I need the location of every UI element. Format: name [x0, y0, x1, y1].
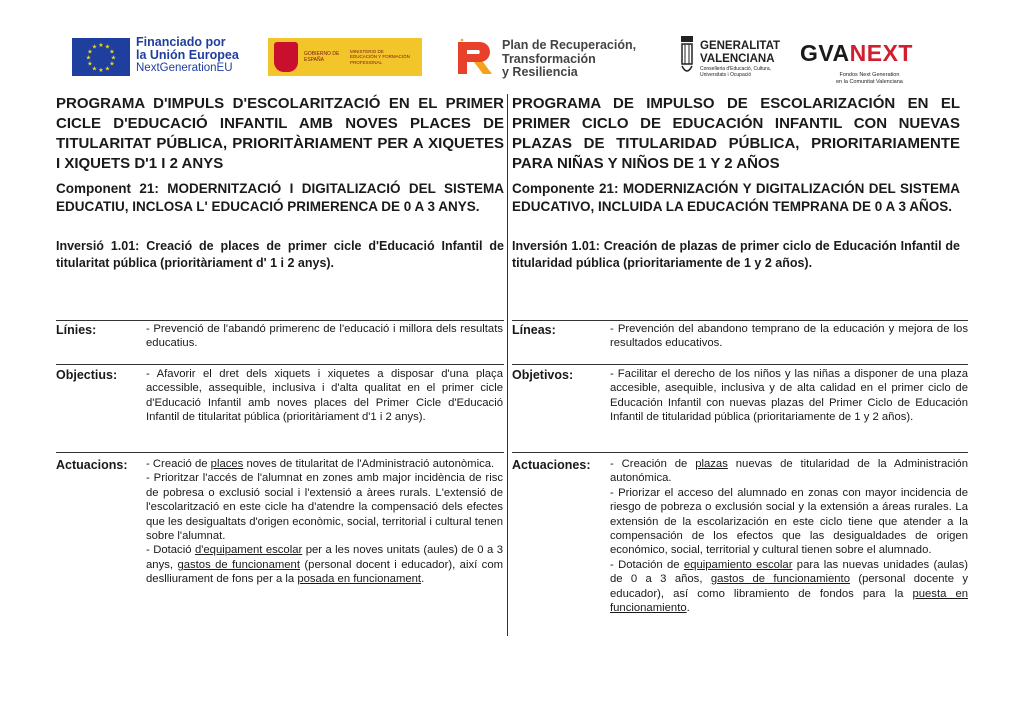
svg-text:★: ★ [109, 60, 115, 68]
right-action-3-u1: equipamiento escolar [683, 558, 793, 571]
prr-logo-icon [456, 38, 494, 78]
right-action-3-u3: puesta en funcionamiento [610, 587, 969, 615]
right-action-1-post: nuevas de titularidad de la Administración autonómica. [610, 458, 968, 485]
separator-actions-left [56, 452, 504, 453]
separator-actions-right [512, 452, 968, 453]
svg-text:★: ★ [91, 43, 98, 51]
left-lines-text: - Prevenció de l'abandó primerenc de l'educació i millora dels resultats educatius. [146, 323, 503, 350]
left-action-1-link: places [210, 458, 244, 470]
separator-objectives-right [512, 364, 968, 365]
gvanext-logo-b: NEXT [849, 40, 913, 66]
right-action-1-pre: - Creación de [610, 458, 696, 470]
right-action-3-mid2: (personal docente y educador), así como libramiento de fondos para la [610, 573, 968, 600]
right-action-3-post: . [686, 602, 690, 615]
right-lines-label: Líneas: [512, 323, 556, 337]
right-objectives-label: Objetivos: [512, 368, 574, 382]
svg-text:★: ★ [104, 43, 111, 51]
left-actions-text [146, 457, 503, 587]
svg-text:★: ★ [87, 60, 93, 68]
right-action-3 [610, 558, 968, 616]
svg-text:★: ★ [98, 42, 104, 49]
left-actions-label: Actuacions: [56, 458, 128, 472]
left-action-3 [146, 543, 503, 586]
right-action-3-mid1: para las nuevas unidades (aulas) de 0 a 3 años, [610, 558, 968, 586]
ministerio-label: MINISTERIO DE EDUCACIÓN Y FORMACIÓN PROFESIONAL [350, 48, 410, 65]
right-title: PROGRAMA DE IMPULSO DE ESCOLARIZACIÓN EN EL PRIMER CICLO DE EDUCACIÓN INFANTIL CON NUEVAS PLAZAS DE TITULARIDAD PÚBLICA, PRIORITARIAMENTE PARA NIÑAS Y NIÑOS DE 1 Y 2 AÑOS [512, 95, 960, 172]
left-action-3-pre: - Dotació [146, 544, 195, 557]
right-action-1-link: plazas [695, 458, 728, 470]
gobierno-espana-logo [268, 38, 422, 76]
svg-text:★: ★ [87, 48, 93, 56]
left-lines-label: Línies: [56, 323, 97, 337]
prr-line-1: Plan de Recuperación, [502, 38, 637, 52]
left-action-1-pre: - Creació de [146, 458, 211, 470]
eu-line-2: la Unión Europea [136, 48, 239, 62]
left-objectives-text: - Afavorir el dret dels xiquets i xiquetes a disposar d'una plaça accessible, assequible, inclusiva i d'alta qualitat en el primer cicle d'Educació Infantil amb noves places del Primer Cicle d'Educació Infantil de titularitat pública (prioritàriament d'1 i 2 anys). [146, 368, 503, 424]
svg-text:★: ★ [85, 54, 92, 62]
right-action-1 [610, 457, 968, 486]
prr-text [502, 39, 636, 80]
separator-objectives-left [56, 364, 504, 365]
logo-bar [0, 28, 1024, 88]
generalitat-text [700, 40, 780, 65]
right-component: Componente 21: MODERNIZACIÓN Y DIGITALIZACIÓN DEL SISTEMA EDUCATIVO, INCLUIDA LA EDUCACIÓN TEMPRANA DE 0 A 3 AÑOS. [512, 181, 960, 214]
svg-text:★: ★ [98, 67, 104, 74]
left-action-1-post: noves de titularitat de l'Administració autonòmica. [243, 458, 495, 470]
conselleria-label: Conselleria d'Educació, Cultura, Universitats i Ocupació [700, 66, 771, 78]
gvanext-logo-a: GVA [800, 40, 850, 66]
gv-line-1: GENERALITAT [700, 40, 781, 52]
right-lines-text: - Prevención del abandono temprano de la educación y mejora de los resultados educativos. [610, 323, 968, 350]
eu-funding-text [136, 36, 239, 75]
gvanext-logo [800, 40, 913, 67]
right-objectives-text: - Facilitar el derecho de los niños y las niñas a disponer de una plaza accesible, asequible, inclusiva y de alta calidad en el primer ciclo de Educación Infantil con nuevas plazas del Primer Ciclo de Educación Infantil de titularidad pública (prioritariamente de 1 y 2 años). [610, 368, 968, 424]
left-action-3-u2: gastos de funcionament [177, 558, 300, 571]
right-actions-label: Actuaciones: [512, 458, 591, 472]
left-action-2: - Prioritzar l'accés de l'alumnat en zones amb major incidència de risc de pobresa o exclusió social i l'extensió a àrees rurals. L'extensió de l'escolarització en este cicle ha d'atendre la compensació dels efectes que les desigualtats d'origen econòmic, social, territorial i cultural tenen sobre l'alumnat. [146, 472, 503, 543]
eu-flag-logo [72, 38, 130, 76]
left-column-valencian [56, 94, 504, 272]
svg-text:★: ★ [104, 65, 111, 73]
left-component: Component 21: MODERNITZACIÓ I DIGITALIZACIÓ DEL SISTEMA EDUCATIU, INCLOSA L' EDUCACIÓ PRIMERENCA DE 0 A 3 ANYS. [56, 181, 504, 214]
left-investment: Inversió 1.01: Creació de places de primer cicle d'Educació Infantil de titularitat pública (prioritàriament d' 1 i 2 anys). [56, 239, 504, 270]
left-action-3-mid2: (personal docent i educador), així com deslliurament de fons per a la [146, 558, 504, 586]
left-action-3-u1: d'equipament escolar [194, 544, 303, 557]
generalitat-emblem-icon [678, 34, 696, 78]
coat-of-arms-icon [274, 42, 298, 72]
prr-line-2: Transformación [502, 51, 596, 66]
right-actions-text [610, 457, 968, 615]
left-action-3-mid1: per a les noves unitats (aules) de 0 a 3 anys, [146, 544, 503, 571]
left-objectives-label: Objectius: [56, 368, 118, 382]
svg-text:★: ★ [91, 65, 98, 73]
svg-text:★: ★ [110, 54, 117, 62]
right-action-3-pre: - Dotación de [610, 558, 684, 571]
gobierno-label: GOBIERNO DE ESPAÑA [304, 51, 340, 63]
prr-line-3: y Resiliencia [502, 65, 578, 79]
svg-text:★: ★ [109, 48, 115, 56]
eu-line-3: NextGenerationEU [136, 62, 233, 74]
eu-line-1: Financiado por [136, 35, 226, 49]
right-investment: Inversión 1.01: Creación de plazas de primer ciclo de Educación Infantil de titularidad pública (prioritariamente de 1 y 2 años). [512, 239, 960, 270]
gvanext-sub-2: en la Comunitat Valenciana [836, 78, 903, 85]
right-action-3-u2: gastos de funcionamiento [710, 573, 850, 586]
separator-lines-left [56, 320, 504, 321]
gvanext-subtitle [836, 72, 903, 85]
gv-line-2: VALENCIANA [700, 52, 775, 65]
left-title: PROGRAMA D'IMPULS D'ESCOLARITZACIÓ EN EL PRIMER CICLE D'EDUCACIÓ INFANTIL AMB NOVES PLACES DE TITULARITAT PÚBLICA, PRIORITÀRIAMENT PER A XIQUETES I XIQUETS D'1 I 2 ANYS [56, 95, 504, 172]
column-divider [507, 94, 508, 636]
right-column-spanish [512, 94, 960, 272]
left-action-3-u3: posada en funcionament [297, 573, 422, 586]
separator-lines-right [512, 320, 968, 321]
right-action-2: - Priorizar el acceso del alumnado en zonas con mayor incidencia de riesgo de pobreza o exclusión social y la extensión a áreas rurales. La extensión de la escolarización en este ciclo tiene que atender a la compensación de los efectos que las desigualdades de origen económico, social, territorial y cultural tienen sobre el alumnado. [610, 486, 968, 557]
left-action-3-post: . [421, 573, 425, 586]
left-action-1 [146, 457, 503, 471]
gvanext-sub-1: Fondos Next Generation [839, 72, 900, 78]
